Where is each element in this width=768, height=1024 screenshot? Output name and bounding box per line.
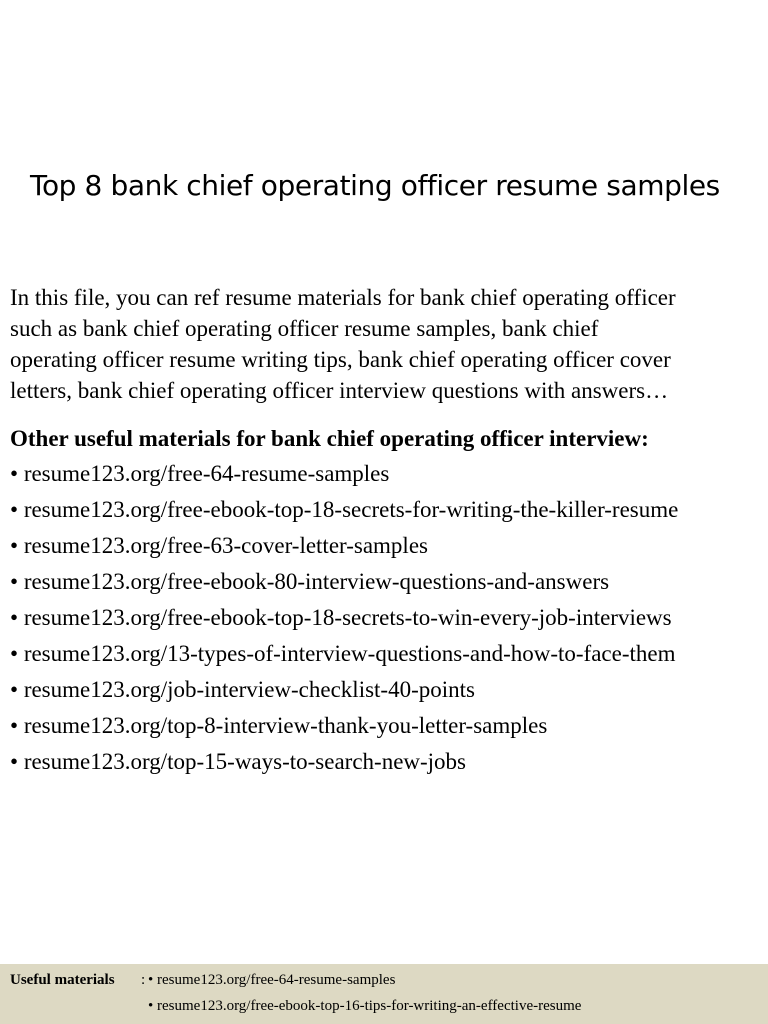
footer-separator: : xyxy=(141,972,146,988)
footer-link[interactable]: resume123.org/free-64-resume-samples xyxy=(157,972,396,988)
list-item xyxy=(10,673,762,709)
intro-line: such as bank chief operating officer resume samples, bank chief xyxy=(10,316,599,341)
useful-links-list xyxy=(10,457,762,781)
link[interactable]: resume123.org/top-15-ways-to-search-new-jobs xyxy=(23,749,467,774)
footer-link-row xyxy=(148,998,581,1015)
link[interactable]: resume123.org/free-ebook-80-interview-questions-and-answers xyxy=(23,569,610,594)
link[interactable]: resume123.org/job-interview-checklist-40-points xyxy=(23,677,475,702)
page-title: Top 8 bank chief operating officer resume samples xyxy=(30,169,720,202)
intro-line: In this file, you can ref resume materials for bank chief operating officer xyxy=(10,285,676,310)
footer-link-row xyxy=(148,972,395,989)
list-item xyxy=(10,637,762,673)
list-item xyxy=(10,601,762,637)
bullet: • xyxy=(10,641,19,666)
list-item xyxy=(10,709,762,745)
link[interactable]: resume123.org/13-types-of-interview-questions-and-how-to-face-them xyxy=(23,641,676,666)
bullet: • xyxy=(10,533,19,558)
link[interactable]: resume123.org/free-63-cover-letter-samples xyxy=(23,533,428,558)
link[interactable]: resume123.org/free-64-resume-samples xyxy=(23,461,390,486)
footer-bar xyxy=(0,964,768,1024)
bullet: • xyxy=(148,972,154,988)
intro-paragraph xyxy=(10,282,762,406)
bullet: • xyxy=(10,461,19,486)
useful-materials-heading: Other useful materials for bank chief operating officer interview: xyxy=(10,426,649,451)
list-item xyxy=(10,745,762,781)
intro-line: operating officer resume writing tips, bank chief operating officer cover xyxy=(10,347,671,372)
bullet: • xyxy=(10,497,19,522)
intro-line: letters, bank chief operating officer interview questions with answers… xyxy=(10,378,669,403)
list-item xyxy=(10,493,762,529)
bullet: • xyxy=(10,569,19,594)
list-item xyxy=(10,529,762,565)
bullet: • xyxy=(10,749,19,774)
bullet: • xyxy=(10,677,19,702)
bullet: • xyxy=(10,605,19,630)
footer-link[interactable]: resume123.org/free-ebook-top-16-tips-for-writing-an-effective-resume xyxy=(157,998,582,1014)
link[interactable]: resume123.org/free-ebook-top-18-secrets-for-writing-the-killer-resume xyxy=(23,497,679,522)
list-item xyxy=(10,565,762,601)
list-item xyxy=(10,457,762,493)
bullet: • xyxy=(148,998,154,1014)
bullet: • xyxy=(10,713,19,738)
link[interactable]: resume123.org/free-ebook-top-18-secrets-to-win-every-job-interviews xyxy=(23,605,672,630)
footer-label: Useful materials xyxy=(10,972,115,988)
link[interactable]: resume123.org/top-8-interview-thank-you-letter-samples xyxy=(23,713,548,738)
